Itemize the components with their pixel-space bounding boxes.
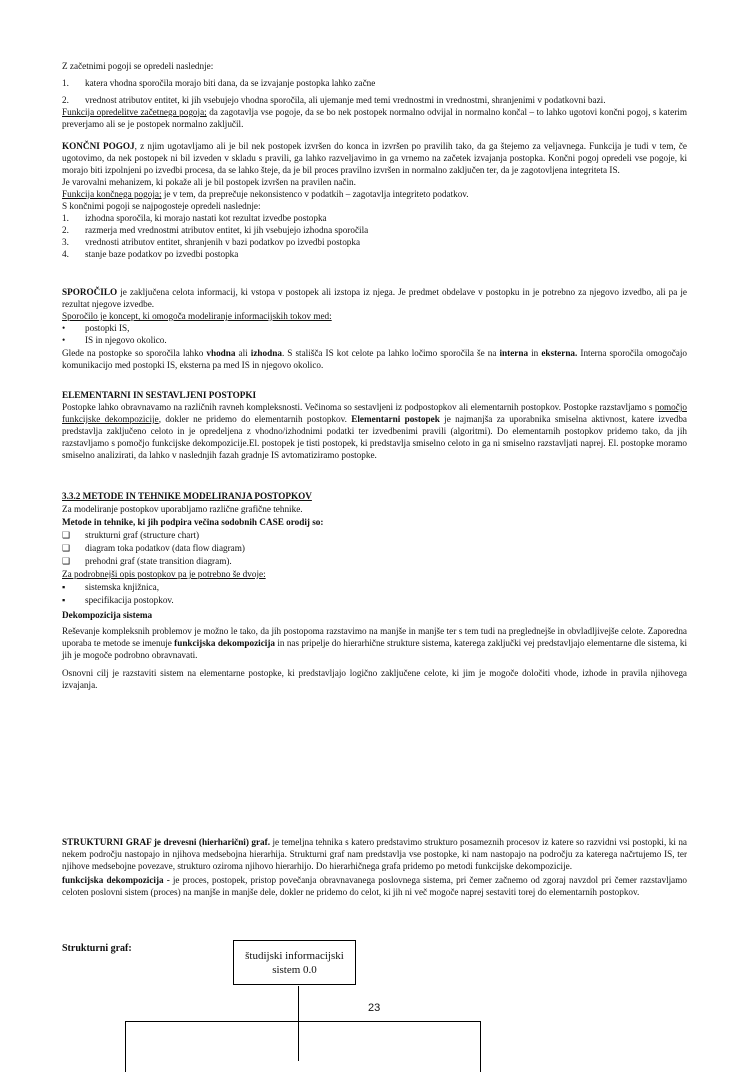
term: eksterna. [541,348,578,358]
term: vhodna [206,348,236,358]
end-conditions [62,140,687,260]
concept: Sporočilo je koncept, ki omogoča modeliranje informacijskih tokov med: [62,311,332,321]
function-paragraph [62,188,687,200]
list-item: 1. katera vhodna sporočila morajo biti dana, da se izvajanje postopka lahko začne [62,78,376,88]
bullet-item: • IS in njegovo okolico. [62,335,167,345]
checkbox-icon: ❑ [62,543,71,553]
text: . S stališča IS kot celote pa lahko ločimo sporočila še na [281,348,500,358]
item-text: strukturni graf (structure chart) [85,530,200,540]
paragraph [62,286,687,310]
underlined-text: pomočjo funkcijske dekompozicije [62,402,687,424]
item-text: vrednost atributov entitet, ki jih vsebujejo vhodna sporočila, ali ujemanje med temi vrednostmi in vrednostmi, shranjenimi v podatkovni bazi. [85,95,606,105]
function-text: je v tem, da preprečuje nekonsistenco v podatkih – zagotavlja integriteto podatkov. [161,189,469,199]
text: Interna sporočila omogočajo komunikacijo med postopki IS, eksterna pa med IS in njegovo okolico. [62,348,688,370]
paragraph: Za modeliranje postopkov uporabljamo različne grafične tehnike. [62,504,303,514]
paragraph: Za podrobnejši opis postopkov pa je potrebno še dvoje: [62,569,266,579]
message-section [62,286,687,371]
item-text: sistemska knjižnica, [85,582,159,592]
item-text: vrednosti atributov entitet, shranjenih v bazi podatkov po izvedbi postopka [85,237,361,247]
start-conditions [62,60,687,130]
term: SPOROČILO [62,287,118,297]
list-item [62,581,687,594]
term: STRUKTURNI GRAF je drevesni (hierharični) graf. [62,837,270,847]
text: , z njim ugotavljamo ali je bil nek postopek izvršen do konca in izvršen po pravilih tako, da ga štejemo za veljavnega. Funkcija je tudi v tem, če ugotovimo, da nek postopek ni bil izveden v skladu s pravili, ga lahko razveljavimo in ga vrnemo na začetek izvajanja postopka. Končni pogoj opredeli vse pogoje, ki morajo biti izpolnjeni po izvedbi procesa, da se lahko šteje, da je bil proces pravilno izvršen in normalno zaključen ter, da je zagotovljena integriteta IS. [62,141,687,175]
node-label: študijski informacijski sistem 0.0 [245,949,344,976]
subheading: Dekompozicija sistema [62,610,153,620]
square-bullet-icon: ▪ [62,595,66,605]
list-item: 1. izhodna sporočila, ki morajo nastati kot rezultat izvedbe postopka [62,213,327,223]
text: je temeljna tehnika s katero predstavimo strukturo posameznih procesov iz katere so razvidni vsi postopki, ki na nekem področju nastopajo in njihova medsebojna hierarhija. Strukturni graf nam predstavlja vse postopke, ki nam nastopajo na področju za katerega načrtujemo IS, ter njihove medsebojne povezave, strukturo oziroma njihovo hierarhijo. Do hierarhičnega grafa pridemo po metodi funkcijske dekompozicije. [62,837,687,871]
item-text: postopki IS, [85,323,130,333]
paragraph [62,836,687,872]
text: Reševanje kompleksnih problemov je možno le tako, da jih postopoma razstavimo na manjše in manjše ter s tem tudi na preglednejše in obvladljivejše celote. Zaporedna uporaba te metode se imenuje [62,626,687,648]
list-item: 2. razmerja med vrednostmi atributov entitet, ki jih vsebujejo izhodna sporočila [62,225,369,235]
graph-label: Strukturni graf: [62,943,132,954]
paragraph: Je varovalni mehanizem, ki pokaže ali je bil postopek izvršen na pravilen način. [62,177,356,187]
item-text: IS in njegovo okolico. [85,335,167,345]
paragraph [62,874,687,898]
list-item: 4. stanje baze podatkov po izvedbi postopka [62,249,239,259]
item-text: izhodna sporočila, ki morajo nastati kot rezultat izvedbe postopka [85,213,327,223]
item-text: stanje baze podatkov po izvedbi postopka [85,249,239,259]
list-item [62,594,687,607]
paragraph: Osnovni cilj je razstaviti sistem na elementarne postopke, ki predstavljajo logično zaključene celote, ki jim je mogoče določiti vhode, izhode in pravila njihovega izvajanja. [62,668,687,690]
function-label: Funkcija opredelitve začetnega pogoja; [62,107,207,117]
item-text: diagram toka podatkov (data flow diagram) [85,543,245,553]
section-title: ELEMENTARNI IN SESTAVLJENI POSTOPKI [62,390,257,400]
text: je zaključena celota informacij, ki vstopa v postopek ali izstopa iz njega. Je predmet obdelave v postopku in je potrebno za njegovo izvedbo, ali pa je rezultat njegove izvedbe. [62,287,687,309]
structure-chart-section [62,836,687,898]
intro: S končnimi pogoji se najpogosteje opredeli naslednje: [62,201,261,211]
text: je najmanjša za uporabnika smiselna aktivnost, katere izvedba predstavlja zaključeno celoto in je opredeljena z vhodno/izhodnimi podatki ter izvedbenimi pravili (algoritmi). Do elementarnih postopkov pridemo tako, da jih razstavljamo s pomočjo funkcijske dekompozicije.El. postopek je tisti postopek, ki predstavlja smiselno celoto in ga ni smiselno razstavljati naprej. El. postopke moramo smiselno analizirati, da lahko v naslednjih fazah gradnje IS avtomatiziramo postopke. [62,414,688,460]
function-text: da zagotavlja vse pogoje, da se bo nek postopek normalno odvijal in normalno končal – to lahko ugotovi končni pogoj, s katerim preverjamo ali se je postopek normalno zaključil. [62,107,687,129]
child-connector [125,1021,481,1072]
text: Glede na postopke so sporočila lahko [62,348,207,358]
paragraph [62,140,687,176]
text: in [528,348,542,358]
methods-section [62,490,687,691]
item-text: specifikacija postopkov. [85,595,174,605]
page-number: 23 [368,1002,381,1014]
methods-title: Metode in tehnike, ki jih podpira večina sodobnih CASE orodij so: [62,517,324,527]
text: , dokler ne pridemo do elementarnih postopkov. [158,414,352,424]
list-item [62,555,687,568]
bullet-item: • postopki IS, [62,323,130,333]
term: KONČNI POGOJ [62,141,135,151]
term: funkcijska dekompozicija [174,638,276,648]
function-paragraph [62,106,687,130]
intro: Z začetnimi pogoji se opredeli naslednje: [62,61,214,71]
term: izhodna [250,348,282,358]
root-node [233,940,356,985]
list-item: 2. vrednost atributov entitet, ki jih vsebujejo vhodna sporočila, ali ujemanje med temi vrednostmi in vrednostmi, shranjenimi v podatkovni bazi. [62,95,606,105]
list-item: 3. vrednosti atributov entitet, shranjenih v bazi podatkov po izvedbi postopka [62,237,361,247]
elementary-section [62,389,687,461]
square-bullet-icon: ▪ [62,582,66,592]
function-label: Funkcija končnega pogoja; [62,189,162,199]
paragraph [62,347,687,371]
text: ali [235,348,251,358]
term: interna [499,348,529,358]
checkbox-icon: ❑ [62,556,71,566]
paragraph [62,625,687,661]
text: Postopke lahko obravnavamo na različnih ravneh kompleksnosti. Večinoma so sestavljeni iz podpostopkov ali elementarnih postopkov. Postopke razstavljamo s [62,402,655,412]
paragraph [62,401,687,461]
item-text: razmerja med vrednostmi atributov entitet, ki jih vsebujejo izhodna sporočila [85,225,369,235]
checkbox-icon: ❑ [62,530,71,540]
item-text: prehodni graf (state transition diagram). [85,556,232,566]
term: funkcijska dekompozicija - [62,875,170,885]
text: in nas pripelje do hierarhične strukture sistema, katerega zaključki vej predstavljajo elementarne dle sistema, ki jih je mogoče podrobno obravnavati. [62,638,687,660]
section-heading: 3.3.2 METODE IN TEHNIKE MODELIRANJA POSTOPKOV [62,491,312,501]
text: je proces, postopek, pristop povečanja obravnavanega poslovnega sistema, pri čemer začnemo od zgoraj navzdol pri čemer razstavljamo celoten poslovni sistem (proces) na manjše in manjše dele, dokler ne pridemo do celot, ki jih ni več mogoče naprej sestaviti torej do elementarnih postopkov. [62,875,687,897]
list-item [62,529,687,542]
item-text: katera vhodna sporočila morajo biti dana, da se izvajanje postopka lahko začne [85,78,376,88]
term: Elementarni postopek [351,414,440,424]
list-item [62,542,687,555]
